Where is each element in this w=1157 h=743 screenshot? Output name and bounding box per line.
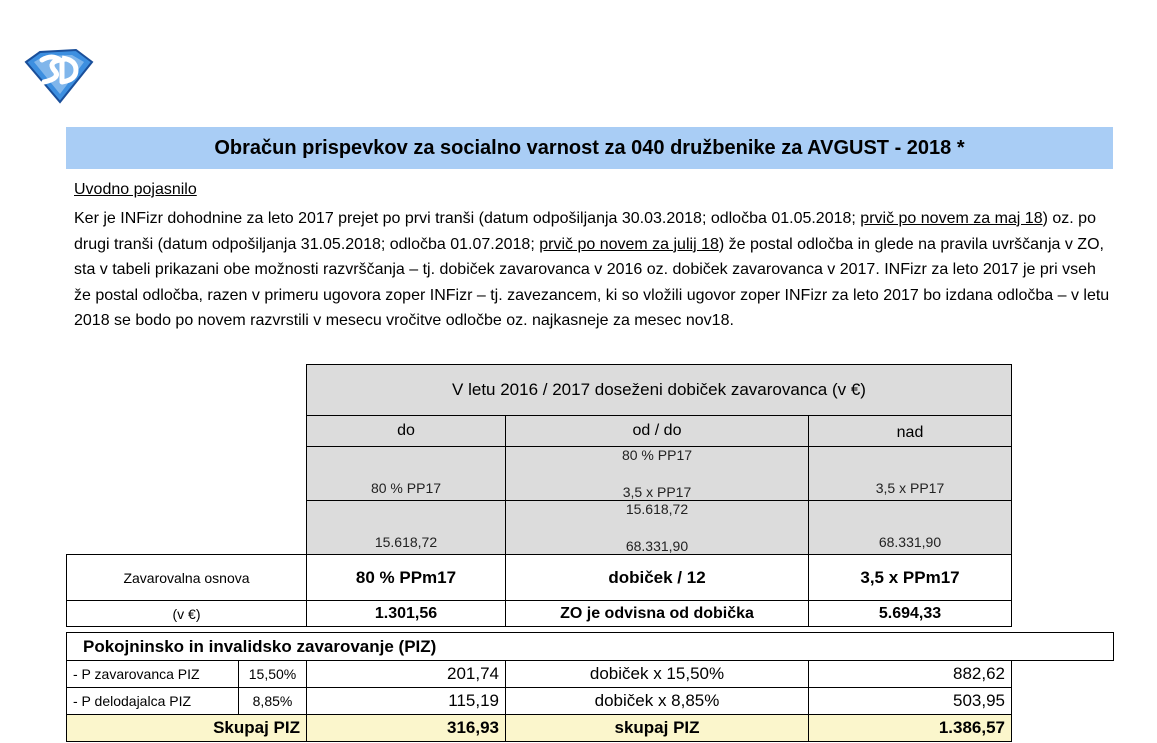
- zo-label: Zavarovalna osnova: [67, 555, 307, 601]
- zo-unit: (v €): [67, 601, 307, 627]
- row2-od-bottom: 68.331,90: [625, 538, 689, 554]
- piz-row-rate: 15,50%: [239, 661, 307, 688]
- intro-link-maj: prvič po novem za maj 18: [860, 210, 1043, 227]
- piz-row-max: 882,62: [809, 661, 1012, 688]
- intro-text: Ker je INFizr dohodnine za leto 2017 prejet po prvi tranši (datum odpošiljanja 30.03.2018; odločba 01.05.2018; prvič po novem za maj 18) oz. po drugi tranši (datum odpošiljanja 31.05.2018; odločba 01.07.2018; prvič po novem za julij 18) že postal odločba in glede na pravila uvrščanja v ZO, sta v tabeli prikazani obe možnosti razvrščanja – tj. dobiček zavarovanca v 2016 oz. dobiček zavarovanca v 2017. INFizr za leto 2017 je pri vseh že postal odločba, razen v primeru ugovora zoper INFizr – tj. zavezancem, ki so vložili ugovor zoper INFizr za leto 2017 bo izdana odločba – v letu 2018 se bodo po novem razvrstili v mesecu vročitve odločbe oz. najkasneje za mesec nov18.: [74, 210, 1110, 329]
- profit-bracket-header: V letu 2016 / 2017 doseženi dobiček zavarovanca (v €): [307, 365, 1012, 416]
- piz-row-label: - P delodajalca PIZ: [67, 688, 239, 715]
- piz-row-max: 503,95: [809, 688, 1012, 715]
- piz-title: Pokojninsko in invalidsko zavarovanje (PIZ): [67, 633, 1114, 661]
- piz-total-row: [67, 715, 1114, 742]
- row2-od-top: 15.618,72: [625, 501, 689, 517]
- page-title: Obračun prispevkov za socialno varnost za 040 družbenike za AVGUST - 2018 *: [66, 127, 1113, 169]
- piz-row-amount: 201,74: [307, 661, 506, 688]
- table-row: [67, 688, 1114, 715]
- row2-nad: 68.331,90: [809, 501, 1012, 555]
- intro-heading: Uvodno pojasnilo: [74, 181, 197, 198]
- intro-link-julij: prvič po novem za julij 18: [539, 235, 719, 253]
- col-label-nad: nad: [809, 416, 1012, 447]
- insurance-basis-table: [66, 364, 1012, 627]
- company-logo: [22, 48, 94, 104]
- piz-total-amount: 316,93: [307, 715, 506, 742]
- piz-row-formula: dobiček x 15,50%: [506, 661, 809, 688]
- row1-nad: 3,5 x PP17: [809, 447, 1012, 501]
- table-row: [67, 661, 1114, 688]
- zo-value-low: 1.301,56: [307, 601, 506, 627]
- zo-formula-high: 3,5 x PPm17: [809, 555, 1012, 601]
- piz-total-label: Skupaj PIZ: [67, 715, 307, 742]
- row1-do: 80 % PP17: [307, 447, 506, 501]
- row1-od-top: 80 % PP17: [621, 447, 693, 463]
- zo-formula-mid: dobiček / 12: [506, 555, 809, 601]
- col-label-do: do: [307, 416, 506, 447]
- piz-row-label: - P zavarovanca PIZ: [67, 661, 239, 688]
- zo-value-high: 5.694,33: [809, 601, 1012, 627]
- piz-total-formula: skupaj PIZ: [506, 715, 809, 742]
- zo-value-mid: ZO je odvisna od dobička: [506, 601, 809, 627]
- piz-row-formula: dobiček x 8,85%: [506, 688, 809, 715]
- row1-od-bottom: 3,5 x PP17: [622, 484, 692, 500]
- row2-do: 15.618,72: [307, 501, 506, 555]
- piz-table: [66, 632, 1114, 742]
- col-label-od-do: od / do: [506, 416, 809, 447]
- zo-formula-low: 80 % PPm17: [307, 555, 506, 601]
- piz-row-rate: 8,85%: [239, 688, 307, 715]
- piz-row-amount: 115,19: [307, 688, 506, 715]
- piz-total-max: 1.386,57: [809, 715, 1012, 742]
